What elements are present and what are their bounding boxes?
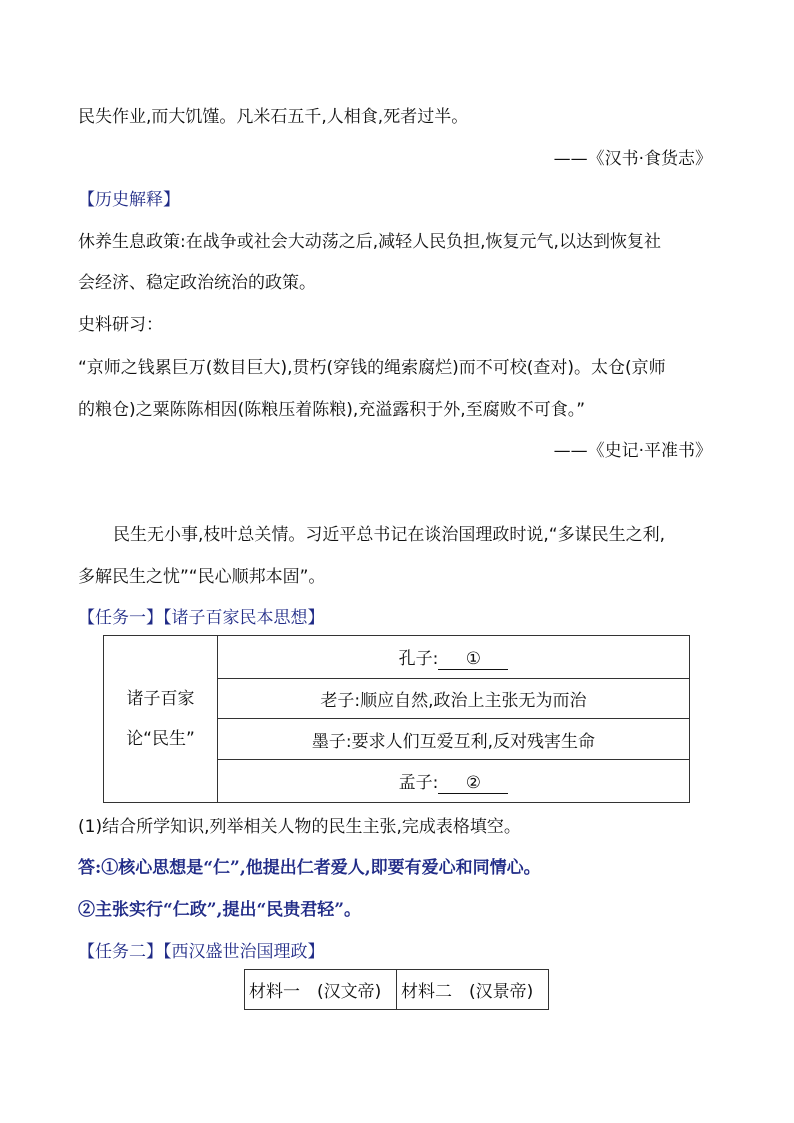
table-cell: 材料二 (汉景帝) xyxy=(397,970,549,1010)
thinker-label: 孟子: xyxy=(398,773,439,794)
task-heading: 【任务一】【诸子百家民本思想】 xyxy=(78,608,325,628)
header-line: 诸子百家 xyxy=(126,689,195,709)
thinker-label: 孔子: xyxy=(398,648,439,669)
table-cell: 材料一 (汉文帝) xyxy=(245,970,397,1010)
question-line: (1)结合所学知识,列举相关人物的民生主张,完成表格填空。 xyxy=(78,817,521,837)
paragraph-line: 会经济、稳定政治统治的政策。 xyxy=(78,273,316,293)
table-cell xyxy=(218,636,690,679)
table-cell: 老子:顺应自然,政治上主张无为而治 xyxy=(218,678,690,719)
table-cell: 墨子:要求人们互爱互利,反对残害生命 xyxy=(218,719,690,760)
section-heading: 【历史解释】 xyxy=(78,190,180,210)
materials-table xyxy=(244,969,549,1010)
quote-line: “京师之钱累巨万(数目巨大),贯朽(穿钱的绳索腐烂)而不可校(查对)。太仓(京师 xyxy=(78,358,666,378)
source-citation: ——《史记·平准书》 xyxy=(553,441,712,461)
fill-blank: ② xyxy=(438,773,508,794)
answer-line: 答:①核心思想是“仁”,他提出仁者爱人,即要有爱心和同情心。 xyxy=(78,858,541,878)
header-line: 论“民生” xyxy=(126,729,195,749)
task-heading: 【任务二】【西汉盛世治国理政】 xyxy=(78,942,325,962)
table-header-cell xyxy=(104,636,218,803)
thinkers-table xyxy=(103,635,690,803)
paragraph-line: 休养生息政策:在战争或社会大动荡之后,减轻人民负担,恢复元气,以达到恢复社 xyxy=(78,232,661,252)
passage-line: 民失作业,而大饥馑。凡米石五千,人相食,死者过半。 xyxy=(78,107,469,127)
fill-blank: ① xyxy=(438,649,508,670)
answer-line: ②主张实行“仁政”,提出“民贵君轻”。 xyxy=(78,900,362,920)
source-citation: ——《汉书·食货志》 xyxy=(553,149,712,169)
intro-line: 民生无小事,枝叶总关情。习近平总书记在谈治国理政时说,“多谋民生之利, xyxy=(113,525,666,545)
table-cell xyxy=(218,760,690,803)
section-label: 史料研习： xyxy=(78,315,163,335)
quote-line: 的粮仓)之粟陈陈相因(陈粮压着陈粮),充溢露积于外,至腐败不可食。” xyxy=(78,400,586,420)
intro-line: 多解民生之忧”“民心顺邦本固”。 xyxy=(78,567,326,587)
